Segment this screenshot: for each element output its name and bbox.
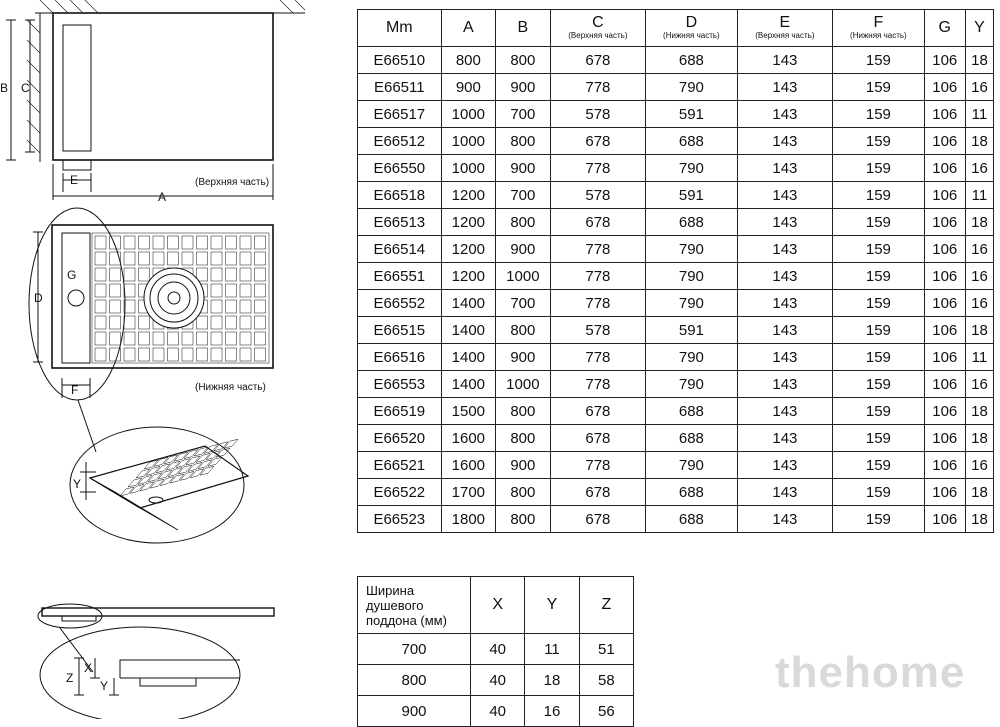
table-cell: 159 xyxy=(833,479,924,506)
table-cell: 11 xyxy=(965,344,993,371)
table-cell: 1200 xyxy=(441,182,496,209)
table-row xyxy=(358,47,994,74)
table-cell: 1400 xyxy=(441,317,496,344)
table-row xyxy=(358,290,994,317)
profile-x-label: X xyxy=(84,661,93,675)
table-cell: 678 xyxy=(550,209,646,236)
table-cell: 143 xyxy=(737,74,833,101)
table-cell: 800 xyxy=(496,479,551,506)
table-row xyxy=(358,479,994,506)
model-cell: E66513 xyxy=(358,209,442,236)
table-cell: 159 xyxy=(833,209,924,236)
table-cell: 790 xyxy=(646,371,737,398)
table-cell: 900 xyxy=(496,74,551,101)
dim-e-label: E xyxy=(70,173,79,187)
table-row xyxy=(358,425,994,452)
table-cell: 16 xyxy=(965,371,993,398)
model-cell: E66522 xyxy=(358,479,442,506)
table-cell: 790 xyxy=(646,344,737,371)
column-header xyxy=(737,10,833,47)
table-cell: 106 xyxy=(924,371,965,398)
table-cell: 778 xyxy=(550,74,646,101)
column-header-note: (Нижняя часть) xyxy=(663,31,720,40)
dim-d-label: D xyxy=(34,291,43,305)
table-cell: 678 xyxy=(550,398,646,425)
table-row xyxy=(358,371,994,398)
table-cell: 159 xyxy=(833,290,924,317)
table-row xyxy=(358,74,994,101)
table-cell: 143 xyxy=(737,479,833,506)
dimensions-table-header xyxy=(358,10,994,47)
table-cell: 900 xyxy=(496,344,551,371)
table-cell: 11 xyxy=(965,182,993,209)
table-cell: 159 xyxy=(833,155,924,182)
table-cell: 143 xyxy=(737,209,833,236)
column-header-label: Y xyxy=(974,19,985,36)
column-header-label: B xyxy=(517,19,529,36)
table-cell: 106 xyxy=(924,317,965,344)
column-header xyxy=(550,10,646,47)
table-cell: 159 xyxy=(833,425,924,452)
column-header xyxy=(833,10,924,47)
table-cell: 143 xyxy=(737,263,833,290)
column-header-label: D xyxy=(685,14,698,31)
table-row xyxy=(358,263,994,290)
table-cell: 16 xyxy=(965,290,993,317)
table-cell: 40 xyxy=(471,634,525,665)
model-cell: E66519 xyxy=(358,398,442,425)
table-cell: 106 xyxy=(924,506,965,533)
table-cell: 1000 xyxy=(496,371,551,398)
table-cell: 700 xyxy=(496,290,551,317)
table-row xyxy=(358,506,994,533)
column-header xyxy=(646,10,737,47)
table-cell: 58 xyxy=(579,665,633,696)
model-cell: E66517 xyxy=(358,101,442,128)
table-cell: 159 xyxy=(833,452,924,479)
table-cell: 800 xyxy=(496,47,551,74)
table-cell: 1200 xyxy=(441,236,496,263)
table-cell: 106 xyxy=(924,209,965,236)
table-cell: 143 xyxy=(737,452,833,479)
dim-f-label: F xyxy=(71,383,79,397)
table-cell: 900 xyxy=(496,155,551,182)
table-cell: 159 xyxy=(833,74,924,101)
table-cell: 1000 xyxy=(441,101,496,128)
table-cell: 143 xyxy=(737,506,833,533)
x-header: X xyxy=(471,577,525,634)
table-row xyxy=(358,128,994,155)
table-cell: 790 xyxy=(646,452,737,479)
table-cell: 688 xyxy=(646,506,737,533)
column-header-label: E xyxy=(779,14,791,31)
table-cell: 688 xyxy=(646,47,737,74)
dim-a-label: A xyxy=(158,190,167,204)
table-cell: 16 xyxy=(965,236,993,263)
column-header xyxy=(358,10,442,47)
table-cell: 159 xyxy=(833,182,924,209)
column-header-note: (Нижняя часть) xyxy=(850,31,907,40)
column-header xyxy=(965,10,993,47)
table-cell: 18 xyxy=(965,317,993,344)
table-cell: 688 xyxy=(646,425,737,452)
table-cell: 800 xyxy=(496,506,551,533)
column-header-note: (Верхняя часть) xyxy=(568,31,628,40)
dim-g-label: G xyxy=(67,268,77,282)
table-cell: 143 xyxy=(737,47,833,74)
model-cell: E66512 xyxy=(358,128,442,155)
table-cell: 900 xyxy=(441,74,496,101)
table-cell: 778 xyxy=(550,263,646,290)
table-cell: 591 xyxy=(646,182,737,209)
table-cell: 778 xyxy=(550,344,646,371)
table-cell: 900 xyxy=(496,452,551,479)
table-row xyxy=(358,317,994,344)
table-cell: 18 xyxy=(965,506,993,533)
table-cell: 790 xyxy=(646,236,737,263)
table-row xyxy=(358,452,994,479)
table-cell: 143 xyxy=(737,317,833,344)
table-cell: 143 xyxy=(737,101,833,128)
table-cell: 143 xyxy=(737,371,833,398)
model-cell: E66523 xyxy=(358,506,442,533)
column-header-label: A xyxy=(463,19,474,36)
table-row xyxy=(358,209,994,236)
model-cell: E66520 xyxy=(358,425,442,452)
table-cell: 700 xyxy=(358,634,471,665)
technical-drawings xyxy=(0,0,356,719)
table-cell: 900 xyxy=(496,236,551,263)
table-cell: 678 xyxy=(550,47,646,74)
tray-width-table-header xyxy=(358,577,634,634)
table-cell: 106 xyxy=(924,479,965,506)
table-cell: 778 xyxy=(550,236,646,263)
table-cell: 106 xyxy=(924,74,965,101)
table-cell: 688 xyxy=(646,128,737,155)
y-header: Y xyxy=(525,577,579,634)
table-cell: 16 xyxy=(965,452,993,479)
table-row xyxy=(358,101,994,128)
watermark-logo: thehome xyxy=(775,648,966,697)
table-cell: 591 xyxy=(646,317,737,344)
tray-width-table xyxy=(357,576,634,727)
column-header-label: F xyxy=(873,14,884,31)
model-cell: E66510 xyxy=(358,47,442,74)
column-header xyxy=(924,10,965,47)
table-cell: 159 xyxy=(833,398,924,425)
table-cell: 11 xyxy=(965,101,993,128)
table-cell: 159 xyxy=(833,263,924,290)
table-cell: 18 xyxy=(965,209,993,236)
tray-top-outline xyxy=(53,13,273,160)
table-cell: 18 xyxy=(965,398,993,425)
table-cell: 18 xyxy=(965,47,993,74)
table-cell: 159 xyxy=(833,344,924,371)
model-cell: E66551 xyxy=(358,263,442,290)
table-row xyxy=(358,182,994,209)
detail-y-label: Y xyxy=(73,477,82,491)
table-cell: 106 xyxy=(924,128,965,155)
model-cell: E66550 xyxy=(358,155,442,182)
dimensions-table xyxy=(357,9,994,533)
model-cell: E66521 xyxy=(358,452,442,479)
model-cell: E66552 xyxy=(358,290,442,317)
model-cell: E66515 xyxy=(358,317,442,344)
table-row xyxy=(358,696,634,727)
table-cell: 678 xyxy=(550,506,646,533)
table-cell: 1000 xyxy=(441,155,496,182)
profile-z-label: Z xyxy=(66,671,74,685)
table-cell: 106 xyxy=(924,263,965,290)
table-cell: 106 xyxy=(924,236,965,263)
table-cell: 143 xyxy=(737,182,833,209)
table-cell: 591 xyxy=(646,101,737,128)
model-cell: E66514 xyxy=(358,236,442,263)
table-cell: 578 xyxy=(550,317,646,344)
table-cell: 143 xyxy=(737,290,833,317)
z-header: Z xyxy=(579,577,633,634)
table-cell: 700 xyxy=(496,101,551,128)
table-cell: 106 xyxy=(924,344,965,371)
column-header xyxy=(496,10,551,47)
table-cell: 18 xyxy=(965,425,993,452)
table-cell: 143 xyxy=(737,155,833,182)
table-cell: 143 xyxy=(737,344,833,371)
table-cell: 1200 xyxy=(441,209,496,236)
table-cell: 143 xyxy=(737,425,833,452)
dim-c-label: C xyxy=(21,81,30,95)
model-cell: E66518 xyxy=(358,182,442,209)
table-cell: 106 xyxy=(924,155,965,182)
table-cell: 16 xyxy=(965,74,993,101)
table-cell: 16 xyxy=(965,155,993,182)
table-cell: 16 xyxy=(525,696,579,727)
column-header xyxy=(441,10,496,47)
table-cell: 900 xyxy=(358,696,471,727)
table-cell: 578 xyxy=(550,182,646,209)
table-cell: 800 xyxy=(358,665,471,696)
table-cell: 800 xyxy=(496,209,551,236)
table-cell: 1600 xyxy=(441,425,496,452)
table-cell: 790 xyxy=(646,263,737,290)
table-cell: 1800 xyxy=(441,506,496,533)
table-cell: 1400 xyxy=(441,290,496,317)
table-row xyxy=(358,665,634,696)
column-header-label: Mm xyxy=(385,19,413,36)
table-cell: 106 xyxy=(924,47,965,74)
table-cell: 40 xyxy=(471,696,525,727)
table-cell: 778 xyxy=(550,371,646,398)
table-cell: 800 xyxy=(441,47,496,74)
column-header-note: (Верхняя часть) xyxy=(755,31,815,40)
table-cell: 51 xyxy=(579,634,633,665)
table-cell: 678 xyxy=(550,128,646,155)
table-cell: 1500 xyxy=(441,398,496,425)
table-cell: 18 xyxy=(965,128,993,155)
table-cell: 106 xyxy=(924,182,965,209)
dim-b-label: B xyxy=(0,81,9,95)
table-cell: 678 xyxy=(550,479,646,506)
table-cell: 1400 xyxy=(441,344,496,371)
table-row xyxy=(358,398,994,425)
column-header-label: C xyxy=(592,14,604,31)
table-cell: 800 xyxy=(496,398,551,425)
tray-width-header: Ширина душевого поддона (мм) xyxy=(358,577,471,634)
table-cell: 688 xyxy=(646,209,737,236)
table-cell: 790 xyxy=(646,290,737,317)
table-row xyxy=(358,634,634,665)
table-cell: 578 xyxy=(550,101,646,128)
table-cell: 1200 xyxy=(441,263,496,290)
model-cell: E66516 xyxy=(358,344,442,371)
table-cell: 1000 xyxy=(496,263,551,290)
table-cell: 159 xyxy=(833,47,924,74)
table-row xyxy=(358,155,994,182)
table-cell: 800 xyxy=(496,425,551,452)
table-cell: 56 xyxy=(579,696,633,727)
table-cell: 143 xyxy=(737,128,833,155)
table-cell: 790 xyxy=(646,74,737,101)
table-cell: 16 xyxy=(965,263,993,290)
table-cell: 106 xyxy=(924,101,965,128)
table-cell: 688 xyxy=(646,398,737,425)
table-cell: 159 xyxy=(833,101,924,128)
top-view-caption: (Верхняя часть) xyxy=(195,177,270,188)
table-cell: 1000 xyxy=(441,128,496,155)
bottom-view-caption: (Нижняя часть) xyxy=(195,382,266,393)
table-cell: 106 xyxy=(924,290,965,317)
profile-y-label: Y xyxy=(100,679,109,693)
table-cell: 143 xyxy=(737,398,833,425)
table-cell: 778 xyxy=(550,452,646,479)
table-row xyxy=(358,344,994,371)
table-cell: 800 xyxy=(496,128,551,155)
table-cell: 106 xyxy=(924,452,965,479)
table-cell: 800 xyxy=(496,317,551,344)
model-cell: E66511 xyxy=(358,74,442,101)
table-row xyxy=(358,236,994,263)
table-cell: 18 xyxy=(525,665,579,696)
table-cell: 40 xyxy=(471,665,525,696)
table-cell: 778 xyxy=(550,290,646,317)
model-cell: E66553 xyxy=(358,371,442,398)
table-cell: 1400 xyxy=(441,371,496,398)
table-cell: 1600 xyxy=(441,452,496,479)
table-cell: 700 xyxy=(496,182,551,209)
table-cell: 778 xyxy=(550,155,646,182)
table-cell: 159 xyxy=(833,128,924,155)
table-cell: 678 xyxy=(550,425,646,452)
column-header-label: G xyxy=(938,19,951,36)
table-cell: 143 xyxy=(737,236,833,263)
table-cell: 11 xyxy=(525,634,579,665)
table-cell: 106 xyxy=(924,425,965,452)
table-cell: 18 xyxy=(965,479,993,506)
table-cell: 1700 xyxy=(441,479,496,506)
table-cell: 159 xyxy=(833,317,924,344)
table-cell: 688 xyxy=(646,479,737,506)
table-cell: 159 xyxy=(833,236,924,263)
table-cell: 106 xyxy=(924,398,965,425)
table-cell: 790 xyxy=(646,155,737,182)
table-cell: 159 xyxy=(833,506,924,533)
table-cell: 159 xyxy=(833,371,924,398)
